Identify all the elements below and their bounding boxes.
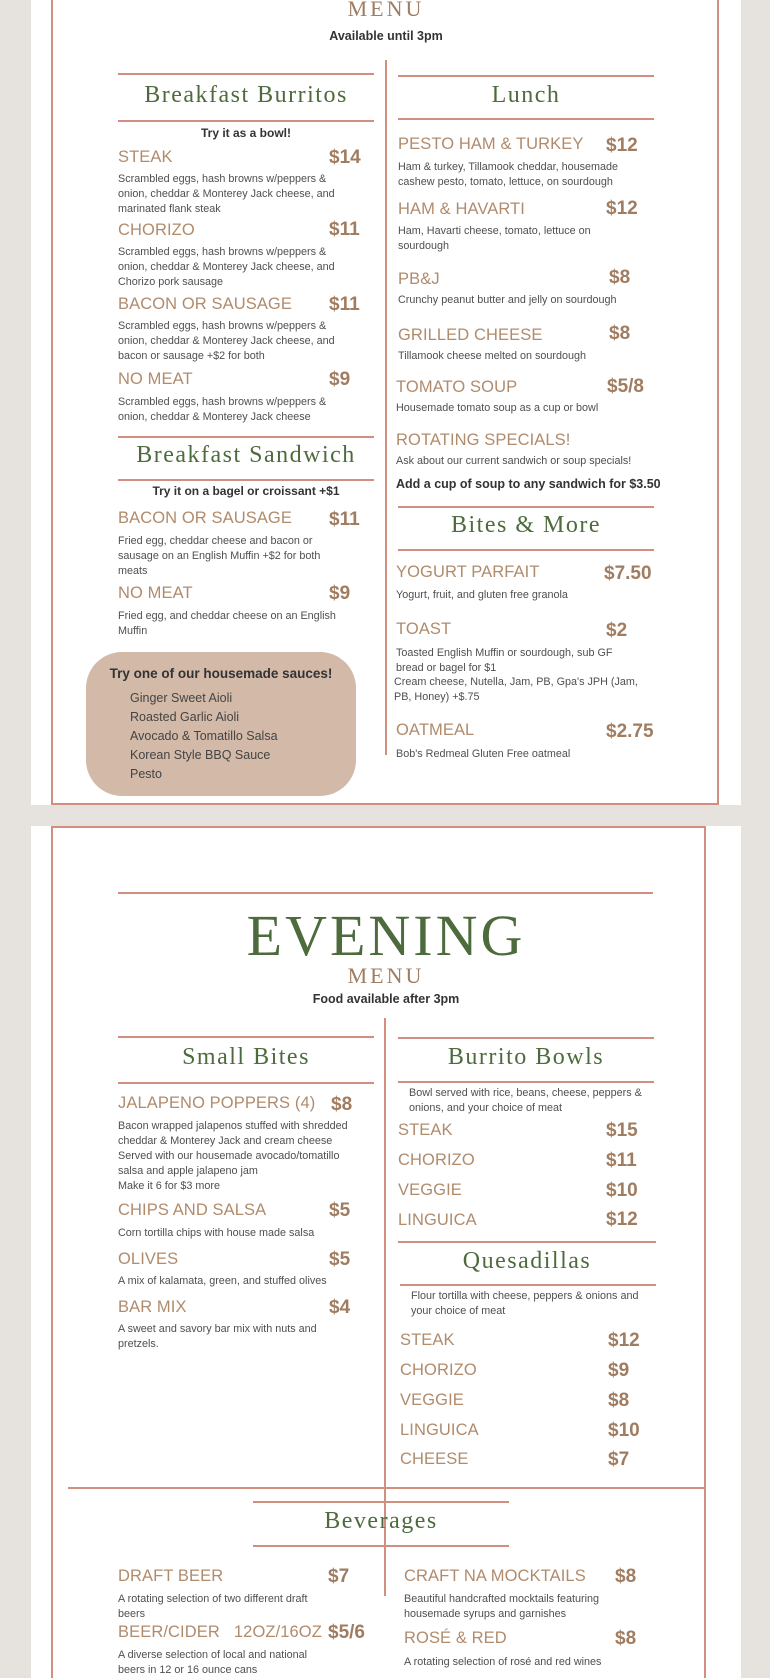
menu-item-price: $8 <box>615 1628 637 1649</box>
menu-item-description: Served with our housemade avocado/tomatillo salsa and apple jalapeno jam <box>118 1150 340 1177</box>
sauce-item: Avocado & Tomatillo Salsa <box>130 729 278 743</box>
section-rule <box>398 118 654 120</box>
sauce-item: Korean Style BBQ Sauce <box>130 748 271 762</box>
menu-item-description: A sweet and savory bar mix with nuts and pretzels. <box>118 1323 317 1350</box>
menu-item-name: DRAFT BEER <box>118 1567 224 1585</box>
menu-item-description: Yogurt, fruit, and gluten free granola <box>396 589 568 601</box>
section-title-burrito-bowls: Burrito Bowls <box>447 1044 605 1070</box>
section-rule <box>400 1284 656 1286</box>
menu-item-name: NO MEAT <box>118 584 193 602</box>
section-rule <box>398 1037 654 1039</box>
section-title-breakfast-sandwich: Breakfast Sandwich <box>136 442 356 468</box>
menu-item-price: $5 <box>329 1200 351 1221</box>
menu-item-description: Fried egg, cheddar cheese and bacon or sausage on an English Muffin +$2 for both meats <box>118 535 321 577</box>
menu-item-name: OATMEAL <box>396 721 475 739</box>
menu-item-price: $5/8 <box>607 376 644 397</box>
menu-item-price: $11 <box>329 219 360 240</box>
menu-item-name: CHORIZO <box>398 1151 475 1169</box>
menu-item-price: $12 <box>606 198 638 219</box>
section-title-beverages: Beverages <box>324 1508 438 1534</box>
menu-item-price: $8 <box>615 1566 637 1587</box>
menu-item-name: STEAK <box>400 1331 455 1349</box>
menu-item-name: VEGGIE <box>398 1181 462 1199</box>
menu-item-description: Housemade tomato soup as a cup or bowl <box>396 402 599 414</box>
menu-item-name: BACON OR SAUSAGE <box>118 509 292 527</box>
menu-item-description: Toasted English Muffin or sourdough, sub GF bread or bagel for $1 <box>396 647 613 674</box>
sauces-box <box>86 652 356 796</box>
menu-item-description: Scrambled eggs, hash browns w/peppers & onion, cheddar & Monterey Jack cheese <box>118 396 327 423</box>
column-divider <box>384 1018 386 1298</box>
evening-title: EVENING <box>246 903 526 968</box>
section-title-lunch: Lunch <box>491 82 561 108</box>
section-rule <box>398 75 654 77</box>
section-rule <box>253 1545 509 1547</box>
sauce-item: Pesto <box>130 767 162 781</box>
menu-item-name: STEAK <box>398 1121 453 1139</box>
menu-item-price: $15 <box>606 1120 638 1141</box>
menu-item-price: $2.75 <box>606 721 654 742</box>
menu-item-price: $8 <box>609 323 631 344</box>
section-rule <box>398 1081 654 1083</box>
menu-item-price: $12 <box>608 1330 640 1351</box>
menu-item-price: $9 <box>608 1360 630 1381</box>
menu-item-price: $10 <box>606 1180 638 1201</box>
menu-item-name: CHIPS AND SALSA <box>118 1201 267 1219</box>
menu-item-price: $11 <box>329 509 360 530</box>
menu-item-name: CHEESE <box>400 1450 469 1468</box>
menu-item-name: OLIVES <box>118 1250 179 1268</box>
menu-item-price: $7.50 <box>604 563 652 584</box>
menu-item-description: A rotating selection of two different draft beers <box>118 1593 308 1620</box>
menu-item-description: Corn tortilla chips with house made salsa <box>118 1227 315 1239</box>
menu-item-description: A mix of kalamata, green, and stuffed olives <box>118 1275 327 1287</box>
menu-item-price: $5 <box>329 1249 351 1270</box>
page-border-left <box>51 0 53 805</box>
menu-item-price: $8 <box>608 1390 630 1411</box>
morning-menu-page <box>31 0 741 805</box>
menu-item-name: NO MEAT <box>118 370 193 388</box>
menu-item-description: Tillamook cheese melted on sourdough <box>398 350 587 362</box>
menu-item-price: $10 <box>608 1420 640 1441</box>
evening-menu-page <box>31 826 741 1678</box>
menu-item-name: CHORIZO <box>400 1361 477 1379</box>
menu-item-description: Ask about our current sandwich or soup specials! <box>396 455 632 467</box>
section-description: Bowl served with rice, beans, cheese, peppers & onions, and your choice of meat <box>409 1087 642 1114</box>
menu-item-name: ROSÉ & RED <box>404 1629 507 1647</box>
availability-note: Available until 3pm <box>329 29 443 43</box>
menu-item-description: Scrambled eggs, hash browns w/peppers & onion, cheddar & Monterey Jack cheese, and bacon or sausage +$2 for both <box>118 320 335 362</box>
menu-item-description: Cream cheese, Nutella, Jam, PB, Gpa's JPH (Jam, PB, Honey) +$.75 <box>394 676 638 703</box>
menu-item-description: Beautiful handcrafted mocktails featuring housemade syrups and garnishes <box>404 1593 600 1620</box>
menu-item-price: $2 <box>606 620 628 641</box>
menu-item-description: Ham & turkey, Tillamook cheddar, housemade cashew pesto, tomato, lettuce, on sourdough <box>398 161 619 188</box>
menu-item-description: Make it 6 for $3 more <box>118 1180 221 1192</box>
menu-item-name: YOGURT PARFAIT <box>396 563 540 581</box>
page-border-bottom <box>51 803 719 805</box>
menu-item-price: $11 <box>329 294 360 315</box>
menu-item-price: $14 <box>329 147 361 168</box>
section-rule <box>118 479 374 481</box>
menu-item-description: A diverse selection of local and national beers in 12 or 16 ounce cans <box>118 1649 308 1676</box>
menu-item-name: STEAK <box>118 148 173 166</box>
menu-item-description: A rotating selection of rosé and red wines <box>404 1656 602 1668</box>
section-rule <box>118 120 374 122</box>
section-title-bites-and-more: Bites & More <box>451 512 601 538</box>
sauce-item: Ginger Sweet Aioli <box>130 691 233 705</box>
section-title-quesadillas: Quesadillas <box>462 1248 592 1274</box>
menu-heading: MENU <box>347 0 425 21</box>
section-title-breakfast-burritos: Breakfast Burritos <box>144 82 348 108</box>
menu-item-price: $12 <box>606 135 638 156</box>
section-rule <box>118 1036 374 1038</box>
menu-item-description: Scrambled eggs, hash browns w/peppers & onion, cheddar & Monterey Jack cheese, and marinated flank steak <box>118 173 335 215</box>
menu-item-name: BACON OR SAUSAGE <box>118 295 292 313</box>
menu-item-name: GRILLED CHEESE <box>398 326 543 344</box>
column-divider <box>384 1298 386 1596</box>
menu-item-price: $9 <box>329 369 351 390</box>
section-rule <box>118 1082 374 1084</box>
column-divider <box>385 60 387 755</box>
menu-item-price: $8 <box>609 267 631 288</box>
menu-item-price: $5/6 <box>328 1622 365 1643</box>
menu-item-price: $7 <box>328 1566 350 1587</box>
menu-item-name: TOMATO SOUP <box>396 378 518 396</box>
sauce-item: Roasted Garlic Aioli <box>130 710 240 724</box>
menu-item-name: HAM & HAVARTI <box>398 200 525 218</box>
section-rule <box>253 1501 509 1503</box>
menu-item-name: LINGUICA <box>398 1211 477 1229</box>
menu-item-description: Bob's Redmeal Gluten Free oatmeal <box>396 748 571 760</box>
soup-add-on-note: Add a cup of soup to any sandwich for $3.50 <box>396 477 661 491</box>
page-border-top <box>51 826 706 828</box>
sauces-title: Try one of our housemade sauces! <box>109 666 333 681</box>
menu-item-name: BAR MIX <box>118 1298 187 1316</box>
menu-item-name: VEGGIE <box>400 1391 464 1409</box>
section-rule <box>118 73 374 75</box>
menu-heading: MENU <box>347 963 425 988</box>
section-rule <box>118 436 374 438</box>
menu-item-name: CRAFT NA MOCKTAILS <box>404 1567 586 1585</box>
menu-item-price: $4 <box>329 1297 351 1318</box>
section-rule <box>398 549 654 551</box>
menu-item-description: Bacon wrapped jalapenos stuffed with shredded cheddar & Monterey Jack and cream cheese <box>118 1120 348 1147</box>
menu-item-name: LINGUICA <box>400 1421 479 1439</box>
page-border-right <box>717 0 719 805</box>
section-rule <box>398 506 654 508</box>
section-rule <box>398 1241 656 1243</box>
menu-item-name: TOAST <box>396 620 452 638</box>
menu-item-name: BEER/CIDER 12OZ/16OZ <box>118 1623 322 1641</box>
menu-item-description: Scrambled eggs, hash browns w/peppers & onion, cheddar & Monterey Jack cheese, and Chorizo pork sausage <box>118 246 335 288</box>
header-rule <box>118 892 653 894</box>
section-note: Try it on a bagel or croissant +$1 <box>152 484 340 498</box>
menu-item-price: $12 <box>606 1209 638 1230</box>
menu-item-price: $8 <box>331 1094 353 1115</box>
section-note: Try it as a bowl! <box>200 126 292 140</box>
section-description: Flour tortilla with cheese, peppers & onions and your choice of meat <box>411 1290 639 1317</box>
menu-item-price: $7 <box>608 1449 630 1470</box>
menu-item-price: $9 <box>329 583 351 604</box>
menu-item-name: JALAPENO POPPERS (4) <box>118 1094 316 1112</box>
menu-item-name: PESTO HAM & TURKEY <box>398 135 584 153</box>
section-title-small-bites: Small Bites <box>182 1044 310 1070</box>
menu-item-price: $11 <box>606 1150 637 1171</box>
menu-item-name: ROTATING SPECIALS! <box>396 431 571 449</box>
availability-note: Food available after 3pm <box>312 992 460 1006</box>
beverages-divider <box>68 1487 705 1489</box>
menu-item-description: Ham, Havarti cheese, tomato, lettuce on sourdough <box>398 225 591 252</box>
menu-item-name: CHORIZO <box>118 221 195 239</box>
menu-item-name: PB&J <box>398 270 440 288</box>
menu-item-description: Crunchy peanut butter and jelly on sourdough <box>398 294 617 306</box>
menu-item-description: Fried egg, and cheddar cheese on an English Muffin <box>118 610 336 637</box>
